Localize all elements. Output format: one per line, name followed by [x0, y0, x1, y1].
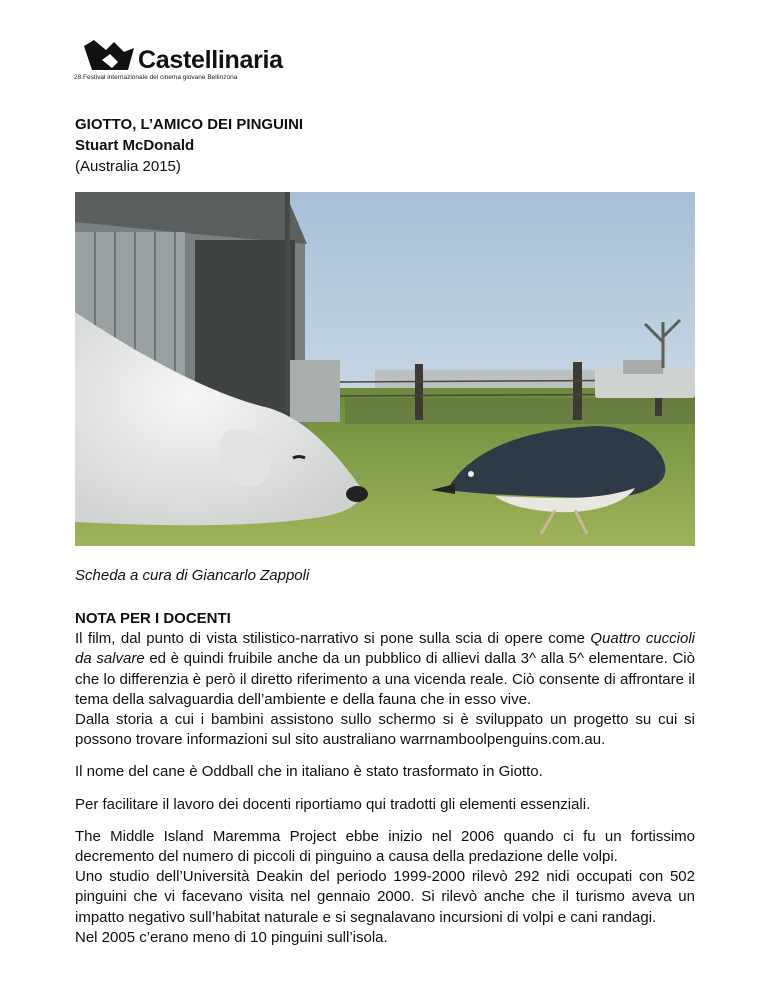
cited-film-title: Quattro cuccioli da salvare: [75, 630, 696, 668]
paragraph-deakin-study: Uno studio dell’Università Deakin del periodo 1999-2000 rilevò 292 nidi occupati con 502 pinguini che vi facevano visita nel gennaio 2000. Si rilevò anche che il turismo aveva un impatto negativo sull’habitat naturale e si segnalavano incursioni di volpi e cani randagi.: [75, 868, 695, 926]
festival-logo: [62, 38, 322, 88]
paragraph-translation-note: Per facilitare il lavoro dei docenti riportiamo qui tradotti gli elementi essenziali.: [75, 795, 591, 813]
paragraph-project: Dalla storia a cui i bambini assistono sullo schermo si è sviluppato un progetto su cui si possono trovare informazioni sul sito australiano warrnamboolpenguins.com.au.: [75, 711, 695, 749]
logo-tagline: 28.Festival internazionale del cinema giovane Bellinzona: [74, 74, 238, 81]
film-title: GIOTTO, L’AMICO DEI PINGUINI: [75, 116, 304, 133]
castellinaria-logo-icon: [84, 38, 136, 72]
film-director: Stuart McDonald: [75, 137, 195, 154]
image-caption: Scheda a cura di Giancarlo Zappoli: [75, 567, 310, 584]
paragraph-maremma-project: The Middle Island Maremma Project ebbe inizio nel 2006 quando ci fu un fortissimo decremento del numero di piccoli di pinguino a causa della predazione delle volpi.: [75, 827, 695, 866]
section-heading: NOTA PER I DOCENTI: [75, 610, 231, 627]
teacher-notes-section: [75, 609, 695, 948]
paragraph-intro: [75, 629, 695, 710]
paragraph-intro-text-cont: ed è quindi fruibile anche da un pubblico di allievi dalla 3^ alla 5^ elementare. Ciò che lo differenzia è però il diretto riferimento a una vicenda reale. Ciò consente di affrontare il tema della salvaguardia dell’ambiente e della fauna che in esso vive.: [75, 650, 695, 708]
film-header: [75, 114, 303, 177]
paragraph-2005-count: Nel 2005 c’erano meno di 10 pinguini sull’isola.: [75, 928, 388, 946]
paragraph-dog-name: Il nome del cane è Oddball che in italiano è stato trasformato in Giotto.: [75, 763, 543, 781]
film-still-photo: [75, 192, 695, 546]
logo-name: Castellinaria: [138, 46, 283, 74]
film-origin: (Australia 2015): [75, 158, 181, 175]
paragraph-intro-text: Il film, dal punto di vista stilistico-narrativo si pone sulla scia di opere come: [75, 630, 591, 648]
